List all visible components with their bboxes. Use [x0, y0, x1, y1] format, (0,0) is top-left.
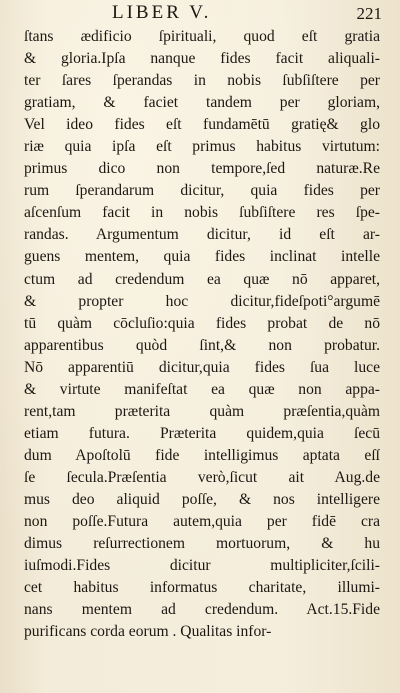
page-number: 221 [356, 4, 382, 23]
text-line: dum Apoſtolū fide intelligimus aptata eſſ [24, 446, 380, 464]
text-line: nans mentem ad credendum. Act.15.Fide [24, 601, 380, 619]
page-header [0, 2, 400, 24]
text-line: mus deo aliquid poſſe, & nos intelligere [24, 490, 380, 508]
text-line: & gloria.Ipſa nanque fides facit aliquali- [24, 50, 380, 68]
text-line: rum ſperandarum dicitur, quia fides per [24, 182, 380, 200]
text-line: rent,tam præterita quàm præſentia,quàm [24, 402, 380, 420]
text-line: iuſmodi.Fides dicitur multipliciter,ſcili- [24, 557, 380, 575]
text-line: dimus reſurrectionem mortuorum, & hu [24, 535, 380, 553]
text-line: apparentibus quòd ſint,& non probatur. [24, 336, 380, 354]
text-line: aſcenſum facit in nobis ſubſiſtere res ſpe- [24, 204, 380, 222]
text-line: non poſſe.Futura autem,quia per fidē cra [24, 513, 380, 531]
text-line: randas. Argumentum dicitur, id eſt ar- [24, 226, 380, 244]
running-head: LIBER V. [112, 2, 212, 23]
text-line: Vel ideo fides eſt fundamētū gratię& glo [24, 116, 380, 134]
text-line: guens mentem, quia fides inclinat intelle [24, 248, 380, 266]
text-line: ſe ſecula.Præſentia verò,ſicut ait Aug.de [24, 468, 380, 486]
text-line: ctum ad credendum ea quæ nō apparet, [24, 270, 380, 288]
body-text [24, 26, 380, 643]
text-line: tū quàm cōcluſio:quia fides probat de nō [24, 314, 380, 332]
text-line: primus dico non tempore,ſed naturæ.Re [24, 160, 380, 178]
text-line: ſtans ædificio ſpirituali, quod eſt gratia [24, 28, 380, 45]
text-line: Nō apparentiū dicitur,quia fides ſua luce [24, 358, 380, 376]
text-line: & virtute manifeſtat ea quæ non appa- [24, 380, 380, 398]
text-line: purificans corda eorum . Qualitas infor- [24, 623, 272, 641]
text-line: & propter hoc dicitur,fideſpoti°argumē [24, 292, 380, 310]
text-line: etiam futura. Præterita quidem,quia ſecū [24, 424, 380, 442]
text-line: gratiam, & faciet tandem per gloriam, [24, 94, 380, 112]
bottom-margin [0, 614, 400, 693]
text-line: cet habitus informatus charitate, illumi- [24, 579, 380, 597]
text-line: riæ quia ipſa eſt primus habitus virtutum: [24, 138, 380, 156]
text-line: ter ſares ſperandas in nobis ſubſiſtere per [24, 72, 380, 90]
